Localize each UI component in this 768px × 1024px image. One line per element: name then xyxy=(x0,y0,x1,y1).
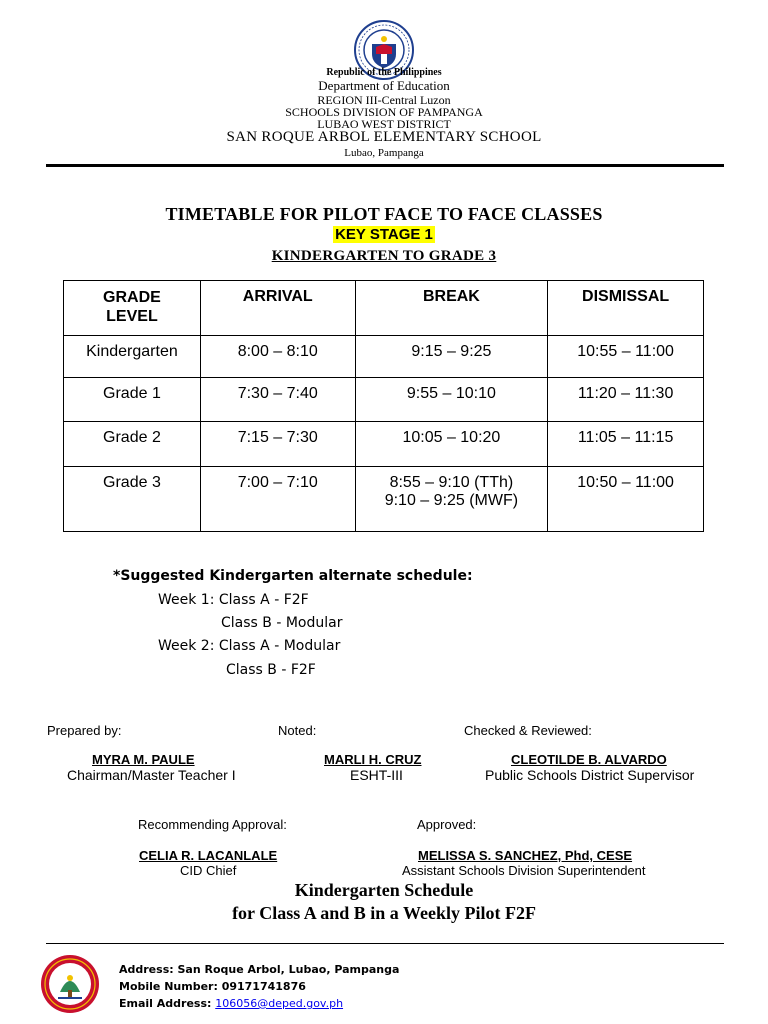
arrival-cell: 7:15 – 7:30 xyxy=(200,422,355,467)
header-grade-level: GRADE LEVEL xyxy=(64,281,201,336)
arrival-cell: 7:30 – 7:40 xyxy=(200,378,355,422)
timetable xyxy=(63,280,704,532)
grade-cell: Kindergarten xyxy=(64,336,201,378)
school-mobile: Mobile Number: 09171741876 xyxy=(119,980,306,993)
recommending-approval-label: Recommending Approval: xyxy=(138,817,287,832)
recommending-position: CID Chief xyxy=(180,863,237,878)
noted-by-position: ESHT-III xyxy=(350,767,403,783)
note-line: Week 1: Class A - F2F xyxy=(158,592,309,608)
note-line: Class B - F2F xyxy=(226,662,316,678)
checked-reviewed-label: Checked & Reviewed: xyxy=(464,723,592,738)
arrival-cell: 8:00 – 8:10 xyxy=(200,336,355,378)
header-school-name: SAN ROQUE ARBOL ELEMENTARY SCHOOL xyxy=(226,129,542,145)
dismissal-cell: 10:55 – 11:00 xyxy=(548,336,704,378)
dismissal-cell: 10:50 – 11:00 xyxy=(548,467,704,532)
schedule-note-heading: *Suggested Kindergarten alternate schedule: xyxy=(113,568,473,584)
break-cell: 9:55 – 10:10 xyxy=(355,378,548,422)
grade-cell: Grade 3 xyxy=(64,467,201,532)
approved-name: MELISSA S. SANCHEZ, Phd, CESE xyxy=(418,848,633,863)
checked-by-name: CLEOTILDE B. ALVARDO xyxy=(511,752,667,767)
table-row xyxy=(64,422,704,467)
arrival-cell: 7:00 – 7:10 xyxy=(200,467,355,532)
header-republic: Republic of the Philippines xyxy=(326,67,442,78)
document-title: TIMETABLE FOR PILOT FACE TO FACE CLASSES xyxy=(165,204,603,224)
break-time-tth: 8:55 – 9:10 (TTh) xyxy=(389,474,514,491)
break-cell: 9:15 – 9:25 xyxy=(355,336,548,378)
school-email-row xyxy=(119,997,343,1010)
prepared-by-name: MYRA M. PAULE xyxy=(92,752,195,767)
header-break: BREAK xyxy=(355,281,548,336)
header-department: Department of Education xyxy=(318,78,450,93)
footer-divider xyxy=(46,943,724,944)
table-row xyxy=(64,467,704,532)
break-cell xyxy=(355,467,548,532)
checked-by-position: Public Schools District Supervisor xyxy=(485,767,695,783)
header-dismissal: DISMISSAL xyxy=(548,281,704,336)
document-subtitle: KINDERGARTEN TO GRADE 3 xyxy=(271,248,497,264)
approved-label: Approved: xyxy=(417,817,477,832)
email-label: Email Address: xyxy=(119,997,216,1010)
break-time-mwf: 9:10 – 9:25 (MWF) xyxy=(384,492,519,509)
grade-cell: Grade 2 xyxy=(64,422,201,467)
noted-by-name: MARLI H. CRUZ xyxy=(324,752,422,767)
header-district: LUBAO WEST DISTRICT xyxy=(317,117,451,131)
email-link[interactable]: 106056@deped.gov.ph xyxy=(215,997,344,1010)
school-logo xyxy=(40,954,100,1014)
dismissal-cell: 11:20 – 11:30 xyxy=(548,378,704,422)
break-cell: 10:05 – 10:20 xyxy=(355,422,548,467)
table-header-row xyxy=(64,281,704,336)
grade-cell: Grade 1 xyxy=(64,378,201,422)
noted-label: Noted: xyxy=(278,723,317,738)
table-row xyxy=(64,378,704,422)
header-divider xyxy=(46,164,724,167)
key-stage-label: KEY STAGE 1 xyxy=(335,226,433,243)
prepared-by-label: Prepared by: xyxy=(47,723,122,738)
header-region: REGION III-Central Luzon xyxy=(317,93,451,107)
header-location: Lubao, Pampanga xyxy=(344,147,424,159)
table-row xyxy=(64,336,704,378)
header-arrival: ARRIVAL xyxy=(200,281,355,336)
recommending-name: CELIA R. LACANLALE xyxy=(139,848,278,863)
school-address: Address: San Roque Arbol, Lubao, Pampanga xyxy=(119,963,400,976)
schedule-caption-line1: Kindergarten Schedule xyxy=(294,880,474,900)
approved-position: Assistant Schools Division Superintendent xyxy=(402,863,646,878)
prepared-by-position: Chairman/Master Teacher I xyxy=(67,767,236,783)
dismissal-cell: 11:05 – 11:15 xyxy=(548,422,704,467)
note-line: Class B - Modular xyxy=(221,615,343,631)
header-division: SCHOOLS DIVISION OF PAMPANGA xyxy=(285,105,483,119)
note-line: Week 2: Class A - Modular xyxy=(158,638,341,654)
schedule-caption-line2: for Class A and B in a Weekly Pilot F2F xyxy=(232,903,536,923)
